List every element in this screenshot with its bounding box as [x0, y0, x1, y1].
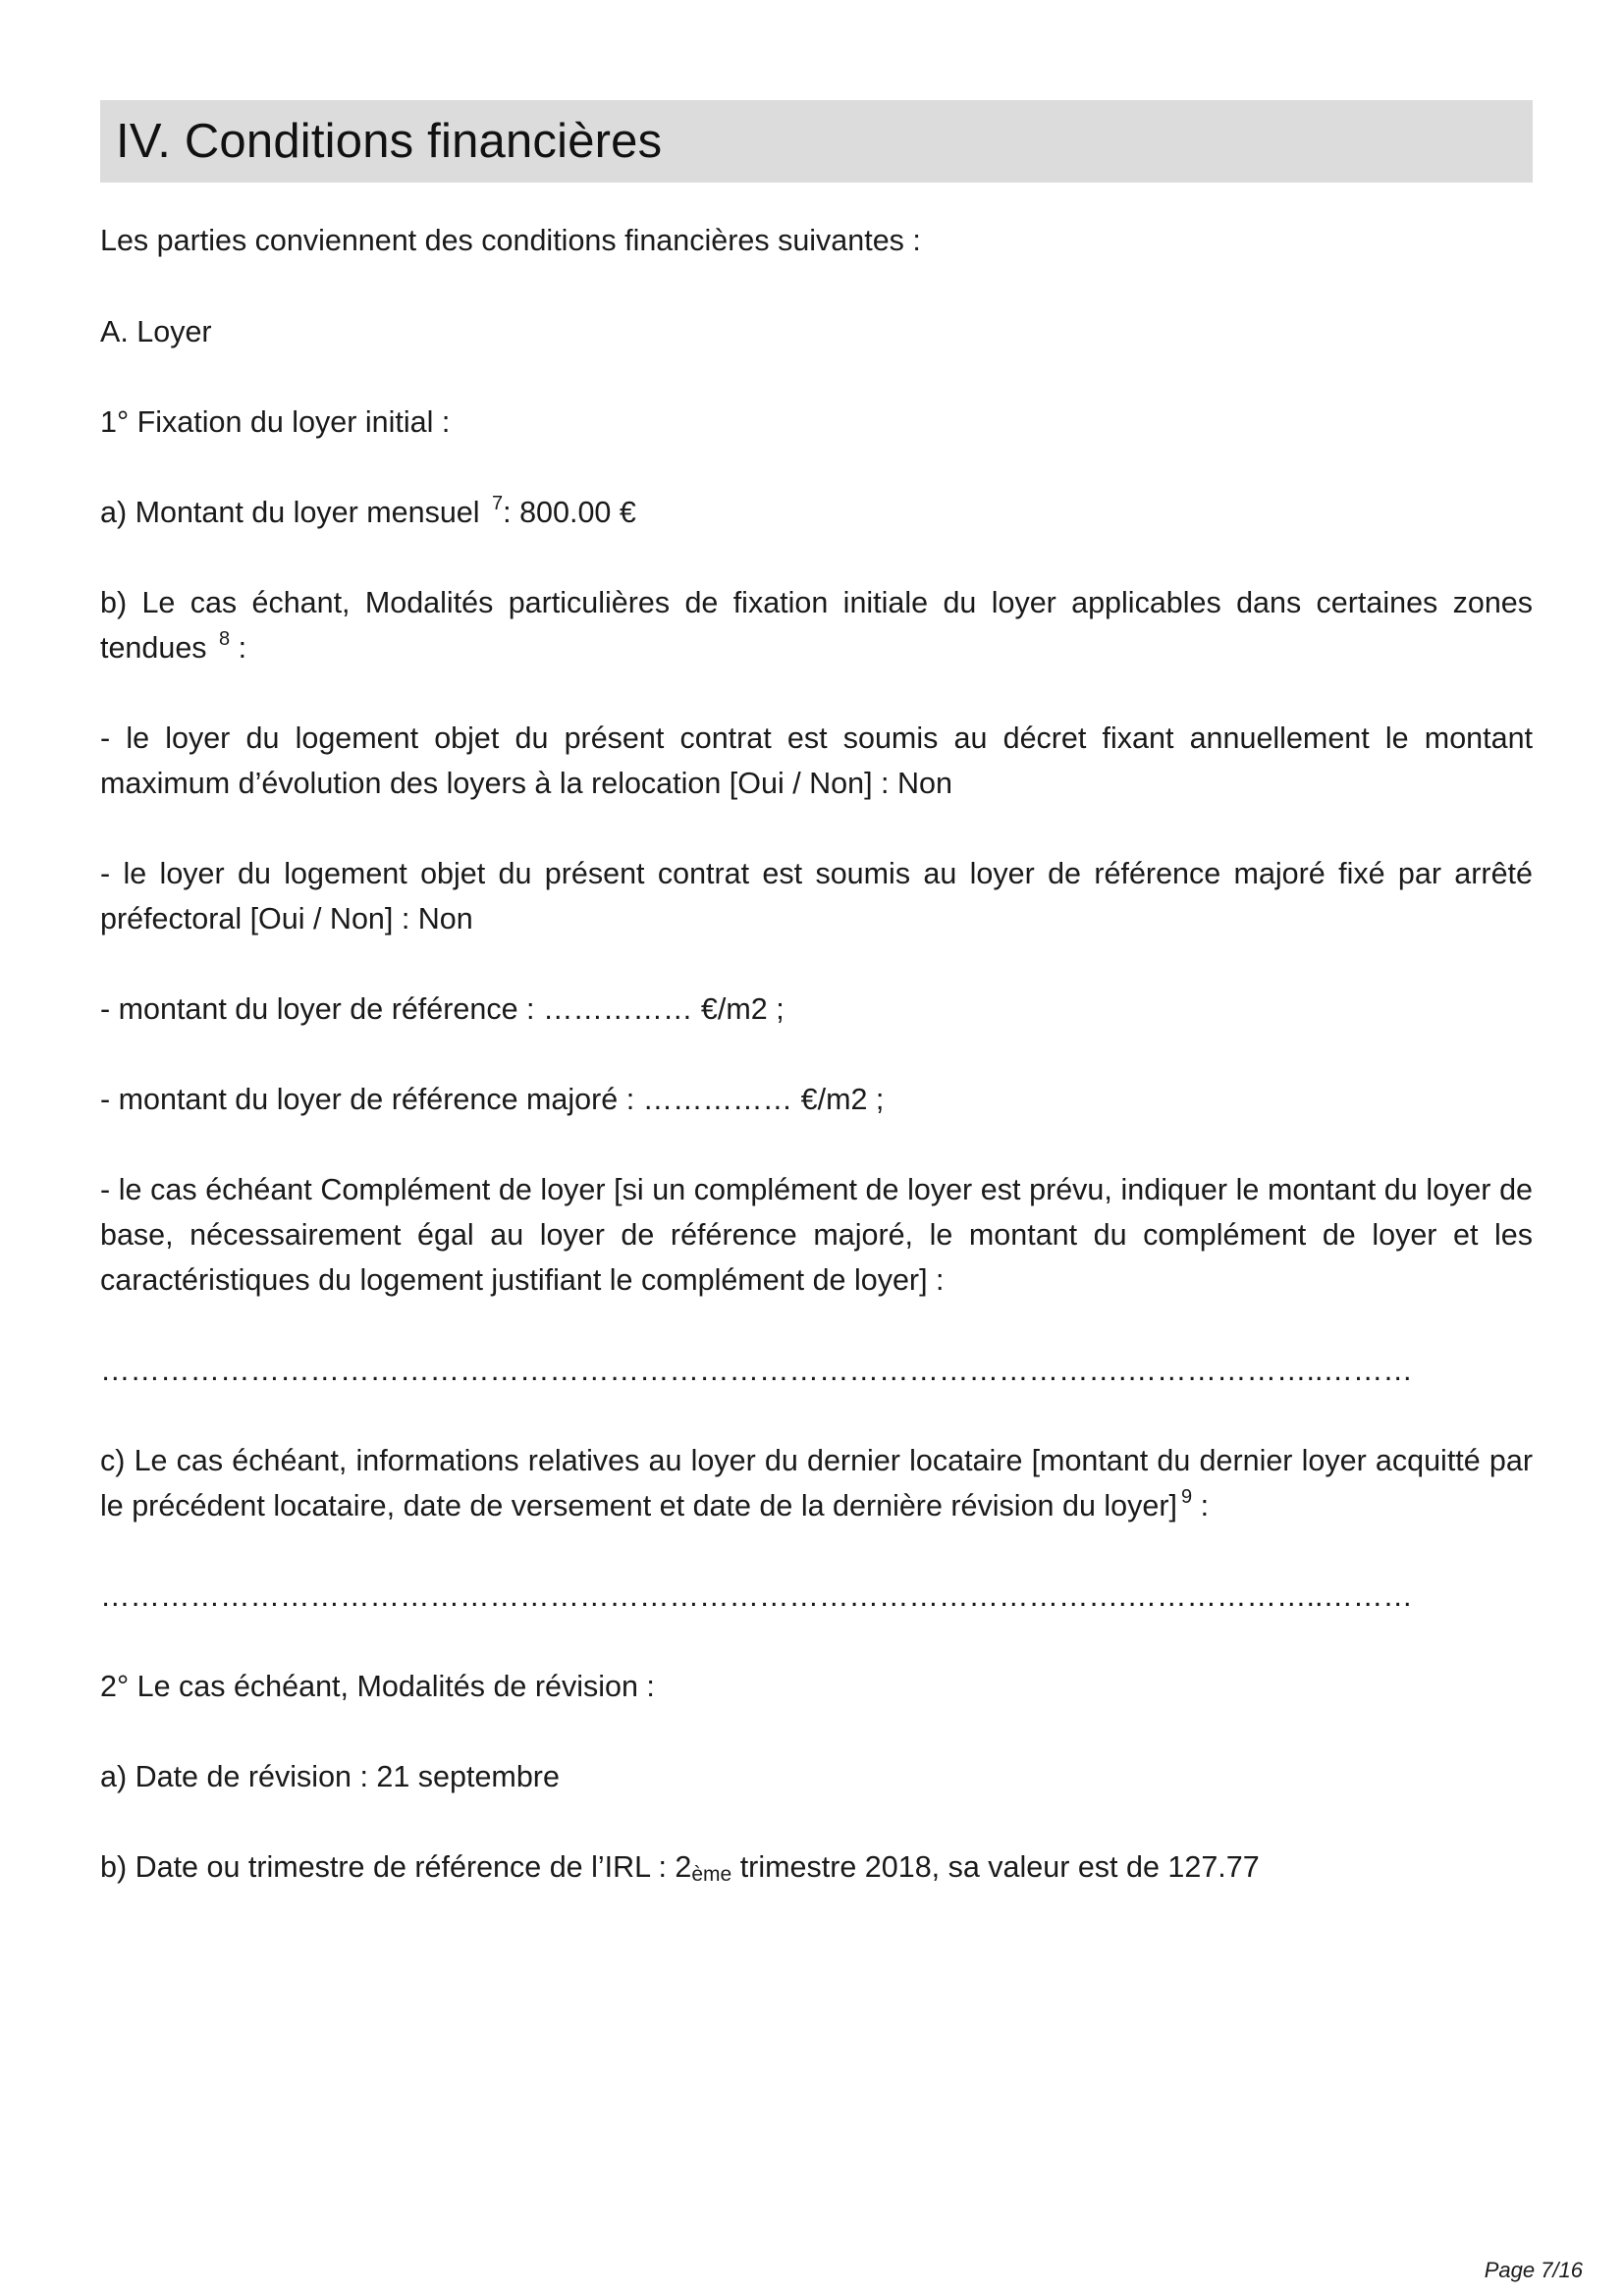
bullet-prefectoral-paragraph: - le loyer du logement objet du présent contrat est soumis au loyer de référence majoré fixé par arrêté préfectoral [Oui / Non] : Non [100, 857, 1533, 935]
item-1b-text: b) Le cas échant, Modalités particulières de fixation initiale du loyer applicables dans certaines zones tendues [100, 586, 1533, 665]
intro-paragraph: Les parties conviennent des conditions financières suivantes : [100, 224, 921, 257]
bullet-decret-paragraph: - le loyer du logement objet du présent contrat est soumis au décret fixant annuellement le montant maximum d’évolution des loyers à la relocation [Oui / Non] : Non [100, 721, 1533, 800]
item-1-heading: 1° Fixation du loyer initial : [100, 405, 451, 439]
item-1a-amount: : 800.00 € [503, 496, 636, 529]
item-1a-text: a) Montant du loyer mensuel [100, 496, 489, 529]
subsection-loyer-heading: A. Loyer [100, 315, 212, 348]
item-2b-value: trimestre 2018, sa valeur est de 127.77 [731, 1850, 1260, 1884]
bullet-complement-paragraph: - le cas échéant Complément de loyer [si un complément de loyer est prévu, indiquer le montant du loyer de base, nécessairement égal au loyer de référence majoré, le montant du complément de loyer et les caractéristiques du logement justifiant le complément de loyer] : [100, 1173, 1533, 1297]
item-1c-colon: : [1192, 1489, 1210, 1522]
page-number: Page 7/16 [1484, 2258, 1583, 2282]
section-header [100, 100, 1533, 183]
item-2-heading: 2° Le cas échéant, Modalités de révision : [100, 1670, 655, 1703]
bullet-reference-majore-paragraph: - montant du loyer de référence majoré : …………… €/m2 ; [100, 1083, 885, 1116]
item-2b-paragraph [100, 1844, 1533, 1890]
item-1b-paragraph [100, 580, 1533, 670]
dotted-fill-line-1: ………………………………………………………………………………………….………………..……… [100, 1354, 1413, 1387]
section-title: IV. Conditions financières [116, 114, 663, 168]
item-1c-text: c) Le cas échéant, informations relatives au loyer du dernier locataire [montant du dernier loyer acquitté par le précédent locataire, date de versement et date de la dernière révision du loyer] [100, 1444, 1533, 1522]
item-1b-colon: : [230, 631, 247, 665]
item-2a-paragraph: a) Date de révision : 21 septembre [100, 1760, 560, 1793]
footnote-ref-9: 9 [1180, 1486, 1193, 1508]
item-1c-paragraph [100, 1438, 1533, 1528]
bullet-reference-paragraph: - montant du loyer de référence : …………… €/m2 ; [100, 992, 785, 1026]
footnote-ref-7: 7 [492, 493, 504, 514]
item-2b-text: b) Date ou trimestre de référence de l’IRL : 2 [100, 1850, 692, 1884]
ordinal-suffix: ème [691, 1863, 732, 1886]
dotted-fill-line-2: ………………………………………………………………………………………….………………..……… [100, 1579, 1413, 1613]
item-1a-paragraph [100, 490, 1533, 535]
footnote-ref-8: 8 [219, 628, 231, 650]
